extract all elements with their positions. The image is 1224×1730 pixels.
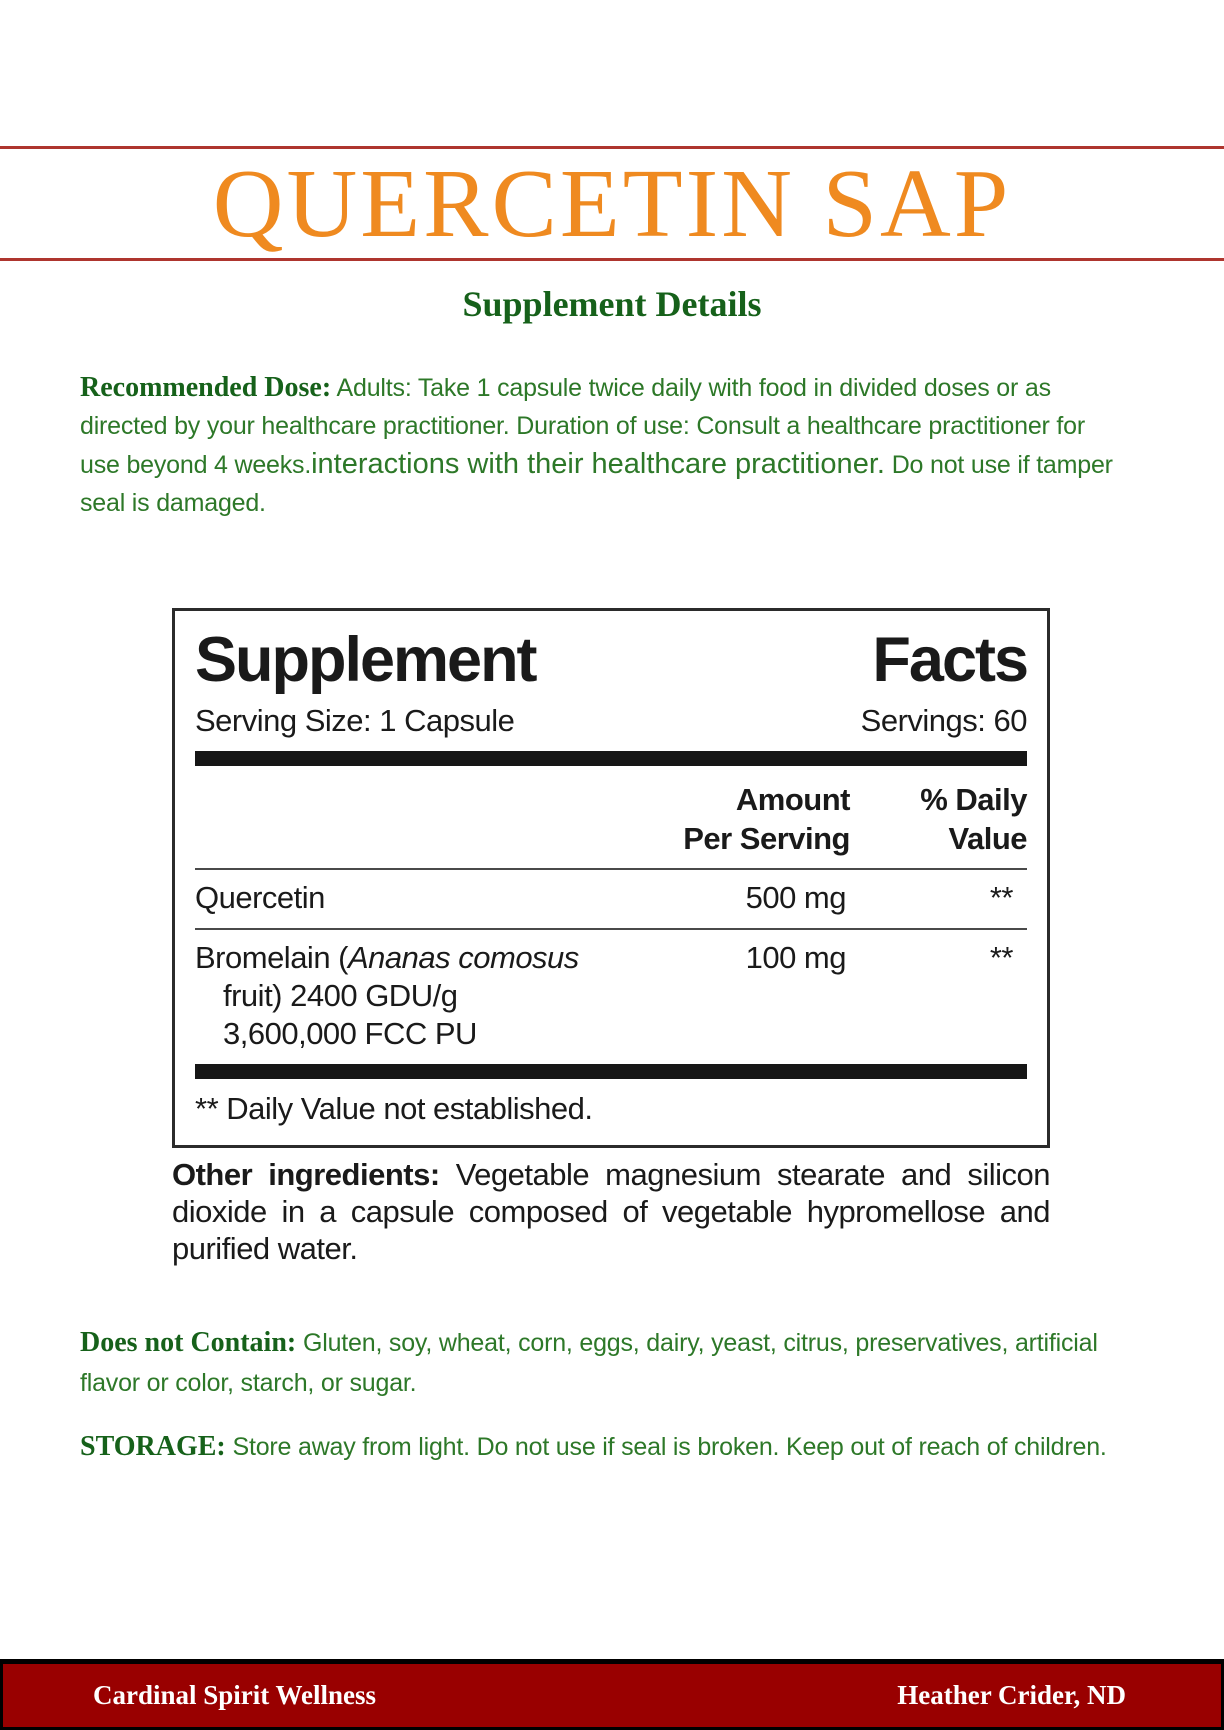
recommended-dose-paragraph: [80, 369, 1128, 522]
storage-label: STORAGE:: [80, 1431, 226, 1463]
serving-size-text: Serving Size: 1 Capsule: [195, 703, 515, 739]
ingredient-name: Bromelain (Ananas comosus fruit) 2400 GDU/g 3,600,000 FCC PU: [195, 940, 579, 1052]
supplement-facts-title-left: Supplement: [195, 625, 536, 695]
supplement-facts-panel: [172, 608, 1050, 1148]
supplement-facts-title-right: Facts: [872, 625, 1027, 695]
footer-practice-name: Cardinal Spirit Wellness: [93, 1680, 377, 1710]
product-title: QUERCETIN SAP: [212, 149, 1012, 258]
servings-count-text: Servings: 60: [860, 703, 1027, 739]
daily-value-footnote: ** Daily Value not established.: [195, 1091, 593, 1127]
ingredient-row-bromelain: [195, 928, 1027, 1064]
serving-info-row: [195, 703, 1027, 739]
ingredient-latin-name: Ananas comosus: [348, 940, 579, 976]
storage-text: Store away from light. Do not use if seal is broken. Keep out of reach of children.: [232, 1433, 1107, 1462]
column-header-amount: Amount Per Serving: [683, 782, 850, 857]
storage-paragraph: [80, 1428, 1128, 1466]
ingredient-amount: 500 mg: [745, 880, 846, 916]
ingredient-name: Quercetin: [195, 880, 325, 916]
does-not-contain-text: Gluten, soy, wheat, corn, eggs, dairy, yeast, citrus, preservatives, artificial flavor or color, starch, or sugar.: [80, 1329, 1098, 1398]
recommended-dose-text: Adults: Take 1 capsule twice daily with food in divided doses or as directed by your healthcare practitioner. Duration of use: Consult a healthcare practitioner for use beyond 4 weeks.: [80, 374, 1085, 479]
recommended-dose-label: Recommended Dose:: [80, 372, 332, 403]
supplement-facts-title: [195, 627, 1027, 693]
other-ingredients-paragraph: [172, 1156, 1050, 1267]
column-header-daily-value: % Daily Value: [920, 782, 1027, 857]
ingredient-daily-value: **: [989, 940, 1013, 976]
supplement-details-heading: Supplement Details: [462, 284, 762, 324]
top-rule-lower: [0, 258, 1224, 261]
footer-practitioner-name: Heather Crider, ND: [897, 1680, 1126, 1710]
other-ingredients-text: Vegetable magnesium stearate and silicon dioxide in a capsule composed of vegetable hypromellose and purified water.: [172, 1157, 1050, 1267]
ingredient-row-quercetin: [195, 870, 1027, 928]
divider-bar-top: [195, 751, 1027, 766]
ingredient-daily-value: **: [989, 880, 1013, 916]
column-header-row: [195, 766, 1027, 870]
other-ingredients-label: Other ingredients:: [172, 1157, 440, 1193]
recommended-dose-text-after: Do not use if tamper seal is damaged.: [80, 451, 1113, 517]
recommended-dose-emphasis: interactions with their healthcare practitioner.: [311, 448, 885, 480]
title-band: [0, 149, 1224, 258]
footer-bar: [0, 1659, 1224, 1730]
does-not-contain-paragraph: [80, 1323, 1128, 1403]
ingredient-amount: 100 mg: [745, 940, 846, 976]
does-not-contain-label: Does not Contain:: [80, 1327, 297, 1359]
divider-bar-bottom: [195, 1064, 1027, 1079]
